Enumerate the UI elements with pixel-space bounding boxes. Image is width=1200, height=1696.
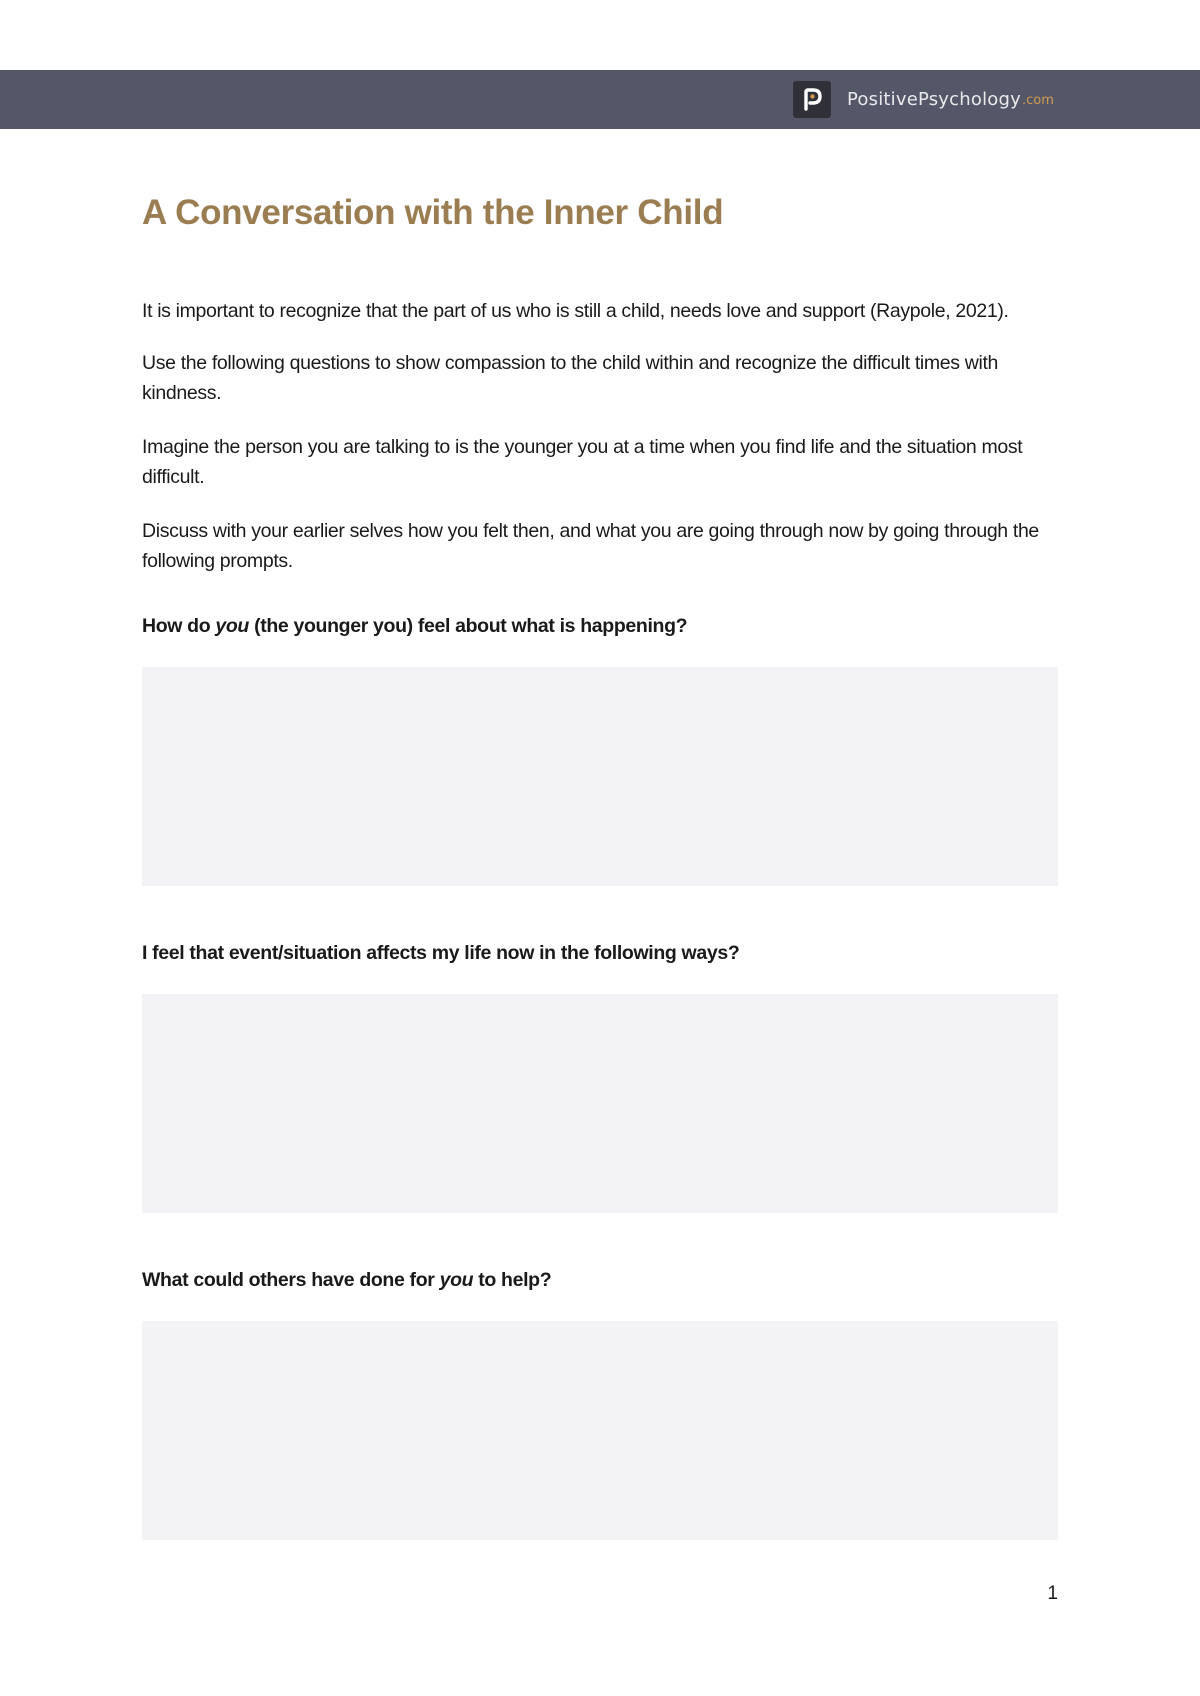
brand — [793, 81, 1054, 118]
prompt-1-text-before: How do — [142, 615, 216, 637]
prompt-1 — [142, 611, 1058, 641]
positivepsychology-logo-icon — [793, 81, 831, 118]
answer-box-2[interactable] — [142, 994, 1058, 1213]
brand-name: PositivePsychology — [847, 89, 1021, 110]
answer-box-3[interactable] — [142, 1321, 1058, 1540]
prompt-1-text-after: (the younger you) feel about what is happening? — [249, 615, 688, 637]
intro-paragraph-3: Imagine the person you are talking to is the younger you at a time when you find life and the situation most difficult. — [142, 436, 1023, 488]
prompt-3-text-before: What could others have done for — [142, 1269, 440, 1291]
prompt-3 — [142, 1265, 1058, 1295]
intro-paragraph-4: Discuss with your earlier selves how you felt then, and what you are going through now by going through the following prompts. — [142, 520, 1039, 572]
page-number: 1 — [1047, 1583, 1058, 1604]
header-bar — [0, 70, 1200, 129]
intro-paragraph-1: It is important to recognize that the part of us who is still a child, needs love and support (Raypole, 2021). — [142, 300, 1009, 322]
prompt-3-text-after: to help? — [473, 1269, 552, 1291]
prompt-3-emphasis: you — [439, 1269, 474, 1291]
answer-box-1[interactable] — [142, 667, 1058, 886]
prompt-2 — [142, 938, 1058, 968]
prompt-2-text-before: I feel that event/situation affects my life now in the following ways? — [142, 942, 740, 964]
prompt-1-emphasis: you — [215, 615, 249, 637]
brand-tld: .com — [1021, 93, 1054, 108]
intro-paragraph-2: Use the following questions to show compassion to the child within and recognize the difficult times with kindness. — [142, 352, 999, 404]
page-title: A Conversation with the Inner Child — [142, 193, 724, 232]
